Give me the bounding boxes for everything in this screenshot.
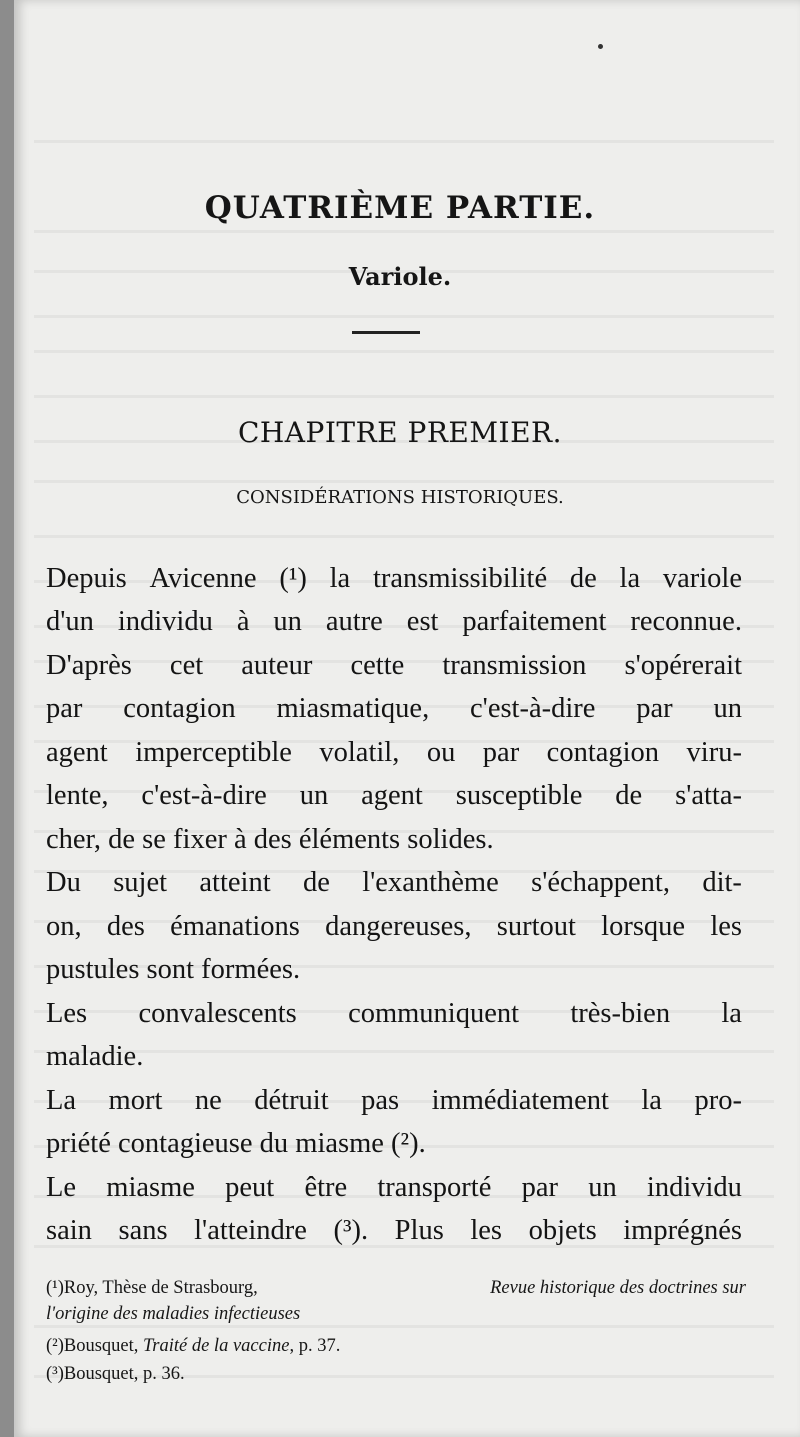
- footnote-author: Roy, Thèse de Strasbourg,: [63, 1278, 258, 1298]
- subtitle: Variole.: [348, 262, 452, 291]
- body-line: sain sans l'atteindre (³). Plus les objets imprégnés: [46, 1215, 742, 1246]
- body-line: Le miasme peut être transporté par un individu: [46, 1172, 742, 1203]
- footnote-3: [46, 1364, 746, 1385]
- speck-mark: [598, 44, 603, 49]
- footnote-title: Revue historique des doctrines sur: [490, 1278, 746, 1298]
- title-divider: [352, 331, 420, 334]
- footnote-title: Traité de la vaccine: [143, 1336, 290, 1356]
- body-line: La mort ne détruit pas immédiatement la pro-: [46, 1085, 742, 1116]
- body-line: d'un individu à un autre est parfaitement reconnue.: [46, 606, 742, 637]
- footnote-marker: (²): [46, 1336, 64, 1356]
- body-line: lente, c'est-à-dire un agent susceptible de s'atta-: [46, 780, 742, 811]
- footnote-text: Bousquet, p. 36.: [63, 1364, 185, 1384]
- footnote-page: , p. 37.: [289, 1336, 341, 1356]
- footnote-title: l'origine des maladies infectieuses: [46, 1304, 301, 1324]
- section-title: CONSIDÉRATIONS HISTORIQUES.: [236, 487, 564, 508]
- body-line: Les convalescents communiquent très-bien la: [46, 998, 742, 1029]
- part-title: QUATRIÈME PARTIE.: [204, 190, 596, 226]
- body-line: D'après cet auteur cette transmission s'opérerait: [46, 650, 742, 681]
- body-line: pustules sont formées.: [46, 954, 301, 985]
- footnote-marker: (¹): [46, 1278, 64, 1298]
- footnote-1: [46, 1278, 746, 1299]
- footnote-marker: (³): [46, 1364, 64, 1384]
- body-line: maladie.: [46, 1041, 144, 1072]
- body-line: par contagion miasmatique, c'est-à-dire par un: [46, 693, 742, 724]
- body-line: Du sujet atteint de l'exanthème s'échappent, dit-: [46, 867, 742, 898]
- body-line: on, des émanations dangereuses, surtout lorsque les: [46, 911, 742, 942]
- body-line: Depuis Avicenne (¹) la transmissibilité de la variole: [46, 563, 742, 594]
- footnote-1-continued: [46, 1304, 746, 1325]
- body-line: priété contagieuse du miasme (²).: [46, 1128, 426, 1159]
- footnote-2: [46, 1336, 746, 1357]
- body-line: cher, de se fixer à des éléments solides.: [46, 824, 494, 855]
- chapter-title: CHAPITRE PREMIER.: [237, 416, 563, 449]
- body-line: agent imperceptible volatil, ou par contagion viru-: [46, 737, 742, 768]
- footnote-author: Bousquet,: [63, 1336, 139, 1356]
